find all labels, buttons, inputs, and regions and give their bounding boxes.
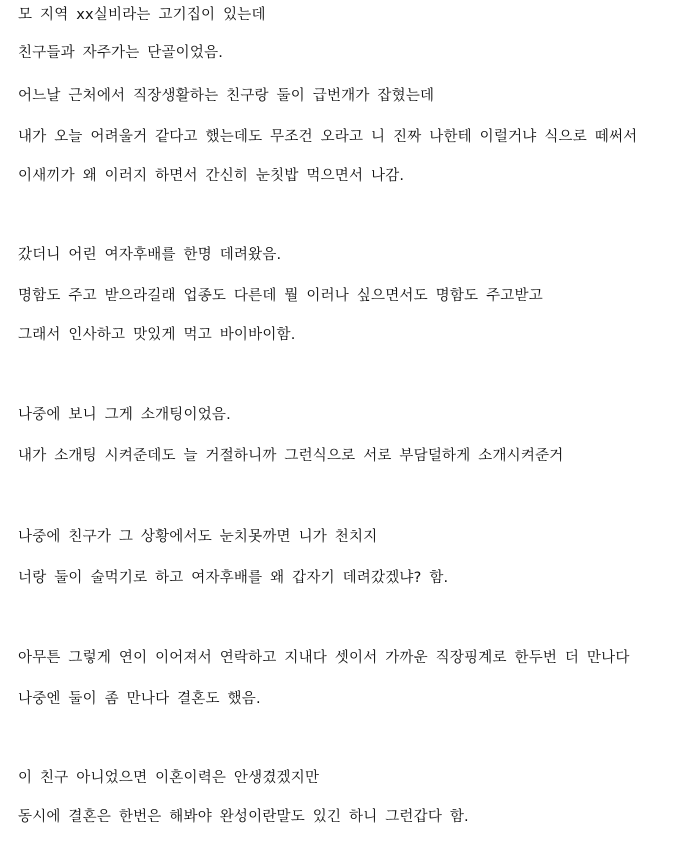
- text-line: 어느날 근처에서 직장생활하는 친구랑 둘이 급번개가 잡혔는데: [18, 88, 435, 104]
- text-line: 내가 오늘 어려울거 같다고 했는데도 무조건 오라고 니 진짜 나한테 이럴거냐 식으로 떼써서: [18, 129, 638, 145]
- text-line: 그래서 인사하고 맛있게 먹고 바이바이함.: [18, 327, 296, 343]
- text-line: 나중엔 둘이 좀 만나다 결혼도 했음.: [18, 691, 261, 707]
- text-line: 너랑 둘이 술먹기로 하고 여자후배를 왜 갑자기 데려갔겠냐? 함.: [18, 570, 449, 586]
- text-line: 나중에 보니 그게 소개팅이었음.: [18, 407, 231, 423]
- text-line: 이새끼가 왜 이러지 하면서 간신히 눈칫밥 먹으면서 나감.: [18, 168, 405, 184]
- text-line: 내가 소개팅 시켜준데도 늘 거절하니까 그런식으로 서로 부담덜하게 소개시켜준거: [18, 448, 564, 464]
- text-line: 아무튼 그렇게 연이 이어져서 연락하고 지내다 셋이서 가까운 직장핑계로 한두번 더 만나다: [18, 650, 630, 666]
- text-line: 친구들과 자주가는 단골이었음.: [18, 45, 224, 61]
- text-line: 갔더니 어린 여자후배를 한명 데려왔음.: [18, 247, 282, 263]
- text-line: 나중에 친구가 그 상황에서도 눈치못까면 니가 천치지: [18, 529, 378, 545]
- text-line: 명함도 주고 받으라길래 업종도 다른데 뭘 이러나 싶으면서도 명함도 주고받고: [18, 288, 543, 304]
- text-line: 이 친구 아니었으면 이혼이력은 안생겼겠지만: [18, 770, 320, 786]
- text-line: 동시에 결혼은 한번은 해봐야 완성이란말도 있긴 하니 그런갑다 함.: [18, 809, 469, 825]
- text-line: 모 지역 xx실비라는 고기집이 있는데: [18, 7, 266, 23]
